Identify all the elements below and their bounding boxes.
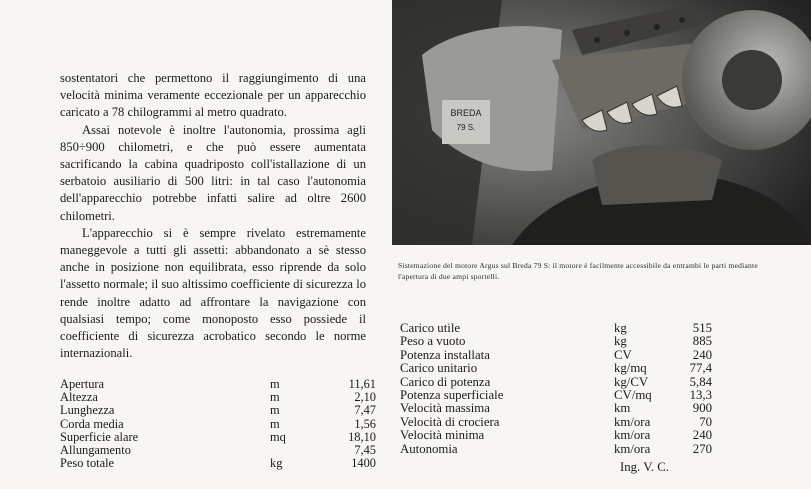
author-signature: Ing. V. C.	[620, 460, 669, 474]
spec-label: Altezza	[60, 390, 98, 405]
spec-unit: m	[270, 416, 280, 431]
perf-label: Peso a vuoto	[400, 334, 466, 349]
perf-unit: km/ora	[614, 441, 651, 456]
perf-value: 240	[692, 428, 712, 443]
engine-photo	[392, 0, 811, 245]
perf-value: 13,3	[689, 388, 712, 403]
spec-label: Allungamento	[60, 443, 131, 458]
perf-label: Velocità di crociera	[400, 414, 500, 429]
table-row	[60, 457, 376, 470]
spec-unit: m	[270, 390, 280, 405]
table-row	[400, 376, 712, 389]
spec-label: Lunghezza	[60, 403, 115, 418]
table-row	[400, 349, 712, 362]
perf-label: Carico di potenza	[400, 374, 491, 389]
table-row	[400, 429, 712, 442]
spec-value: 7,47	[354, 403, 376, 418]
perf-unit: CV/mq	[614, 388, 652, 403]
perf-value: 5,84	[689, 374, 712, 389]
spec-value: 18,10	[348, 429, 376, 444]
photo-caption: Sistemazione del motore Argus sul Breda 79 S: il motore è facilmente accessibile da entrambi le parti mediante l'apertura di due ampi sportelli.	[398, 261, 758, 281]
perf-unit: kg/CV	[614, 374, 649, 389]
perf-label: Potenza installata	[400, 347, 490, 362]
spec-value: 1400	[351, 456, 376, 471]
table-row	[400, 416, 712, 429]
nameplate-text-1: BREDA	[450, 108, 482, 118]
perf-unit: km	[614, 401, 631, 416]
perf-value: 77,4	[689, 361, 712, 376]
engine-crankcase	[592, 145, 722, 205]
spec-value: 11,61	[348, 377, 376, 391]
table-row	[60, 404, 376, 417]
paragraph-2: Assai notevole è inoltre l'autonomia, prossima agli 850÷900 chilometri, e che può essere aumentata sacrificando la cabina quadriposto coll'istallazione di un serbatoio ausiliario di 500 litri: in tal caso l'autonomia dell'apparecchio potrebbe infatti salire ad oltre 2600 chilometri.	[60, 122, 366, 223]
perf-unit: kg	[614, 321, 627, 335]
perf-label: Autonomia	[400, 441, 458, 456]
spec-label: Superficie alare	[60, 429, 139, 444]
paragraph-3: L'apparecchio si è sempre rivelato estremamente maneggevole a tutti gli assetti: abbandonato a sè stesso anche in posizione non equilibrata, esso riprende da solo l'assetto normale; il suo altissimo coefficiente di sicurezza lo rende inoltre adatto ad affrontare la navigazione con qualsiasi tempo; come monoposto esso possiede il coefficiente di sicurezza acrobatico secondo le norme internazionali.	[60, 225, 366, 361]
perf-value: 240	[692, 347, 712, 362]
spinner-hub	[722, 50, 782, 110]
perf-label: Velocità massima	[400, 401, 490, 416]
spec-label: Apertura	[60, 377, 105, 391]
perf-unit: km/ora	[614, 428, 651, 443]
spec-unit: m	[270, 403, 280, 418]
spec-value: 2,10	[354, 390, 376, 405]
perf-label: Carico unitario	[400, 361, 478, 376]
spec-label: Corda media	[60, 416, 124, 431]
spec-unit: m	[270, 377, 280, 391]
table-row	[400, 322, 712, 335]
spec-unit: kg	[270, 456, 283, 471]
perf-unit: kg/mq	[614, 361, 647, 376]
spec-label: Peso totale	[60, 456, 115, 471]
spec-value: 1,56	[354, 416, 376, 431]
performance-table	[400, 322, 712, 456]
nameplate-text-2: 79 S.	[456, 123, 476, 132]
perf-unit: CV	[614, 347, 632, 362]
perf-label: Potenza superficiale	[400, 388, 504, 403]
perf-unit: kg	[614, 334, 627, 349]
perf-value: 515	[692, 321, 712, 335]
paragraph-1: sostentatori che permettono il raggiungimento di una velocità minima veramente eccezionale per un apparecchio caricato a 78 chilogrammi al metro quadrato.	[60, 71, 366, 120]
table-row	[400, 335, 712, 348]
article-body-column	[60, 70, 366, 362]
spec-unit: mq	[270, 429, 286, 444]
table-row	[60, 378, 376, 391]
perf-value: 70	[699, 414, 712, 429]
table-row	[400, 402, 712, 415]
spec-value: 7,45	[354, 443, 376, 458]
nameplate	[442, 100, 490, 144]
table-row	[60, 418, 376, 431]
table-row	[400, 389, 712, 402]
table-row	[400, 443, 712, 456]
dimensions-table	[60, 378, 376, 470]
perf-value: 885	[692, 334, 712, 349]
perf-label: Velocità minima	[400, 428, 485, 443]
perf-unit: km/ora	[614, 414, 651, 429]
table-row	[400, 362, 712, 375]
perf-value: 900	[692, 401, 712, 416]
engine-photo-illustration	[392, 0, 811, 245]
perf-value: 270	[692, 441, 712, 456]
perf-label: Carico utile	[400, 321, 461, 335]
